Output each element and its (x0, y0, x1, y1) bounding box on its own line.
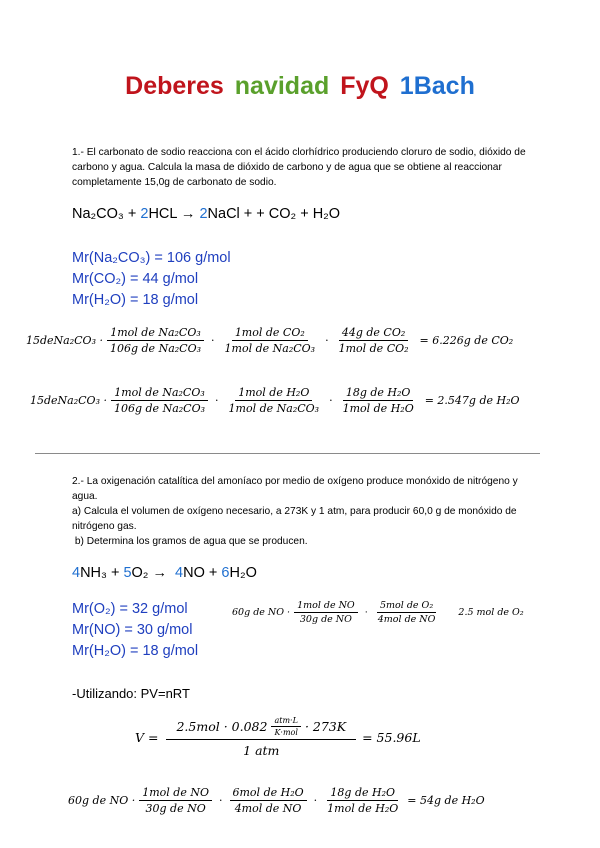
problem-2-statement: 2.- La oxigenación catalítica del amoníaco por medio de oxígeno produce monóxido de nitrógeno y agua. a) Calcula el volumen de oxígeno necesario, a 273K y 1 atm, para producir 60,0 g de monóxido de nitrógeno gas. b) Determina los gramos de agua que se producen. (72, 476, 518, 547)
molar-mass-line: Mr(NO) = 30 g/mol (72, 622, 193, 638)
ideal-gas-note: -Utilizando: PV=nRT (72, 686, 190, 701)
molar-mass-line: Mr(Na₂CO₃) = 106 g/mol (72, 250, 231, 266)
title-word-fyq: FyQ (340, 72, 389, 100)
problem-2-molar-masses (72, 599, 198, 662)
calc-co2-mass: 15deNa₂CO₃ · $\frac{\text{1mol de Na₂CO₃}}{\text{106g de Na₂CO₃}}$ · $\frac{\text{1mol de CO₂}}{\text{1mol de Na₂CO₃}}$ · $\frac{\text{44g de CO₂}}{\text{1mol de CO₂}}$ = 6.226g de CO₂ (26, 326, 514, 355)
calc-h2o-mass: 15deNa₂CO₃ · $\frac{\text{1mol de Na₂CO₃}}{\text{106g de Na₂CO₃}}$ · $\frac{\text{1mol de H₂O}}{\text{1mol de Na₂CO₃}}$ · $\frac{\text{18g de H₂O}}{\text{1mol de H₂O}}$ = 2.547g de H₂O (30, 386, 520, 415)
molar-mass-line: Mr(H₂O) = 18 g/mol (72, 643, 199, 659)
title-word-deberes: Deberes (125, 72, 224, 100)
problem-2-equation: 4NH₃ + 5O₂ → 4NO + 6H₂O (72, 565, 257, 581)
title-word-navidad: navidad (234, 72, 330, 100)
section-divider (35, 453, 540, 454)
calc-o2-moles: 60g de NO · $\frac{\text{1mol de NO}}{\text{30g de NO}}$ · $\frac{\text{5mol de O₂}}{\text{4mol de NO}}$ 2.5 mol de O₂ (232, 600, 524, 625)
calc-water-mass: 60g de NO · $\frac{\text{1mol de NO}}{\text{30g de NO}}$ · $\frac{\text{6mol de H₂O}}{\text{4mol de NO}}$ · $\frac{\text{18g de H₂O}}{\text{1mol de H₂O}}$ = 54g de H₂O (68, 786, 485, 815)
molar-mass-line: Mr(H₂O) = 18 g/mol (72, 292, 199, 308)
title-word-1bach: 1Bach (399, 72, 475, 100)
page-title (0, 72, 600, 101)
problem-1-molar-masses (72, 248, 231, 311)
molar-mass-line: Mr(O₂) = 32 g/mol (72, 601, 188, 617)
calc-o2-volume: V = 2.5mol · 0.082 $\frac{\text{atm·L}}{\text{K·mol}}$ · 273K 1 atm = 55.96L (135, 716, 421, 758)
molar-mass-line: Mr(CO₂) = 44 g/mol (72, 271, 199, 287)
problem-1-statement: 1.- El carbonato de sodio reacciona con el ácido clorhídrico produciendo cloruro de sodio, dióxido de carbono y agua. Calcula la masa de dióxido de carbono y de agua que se obtiene al reaccionar completamente 15,0g de carbonato de sodio. (72, 147, 526, 188)
problem-1-equation: Na₂CO₃ + 2HCL → 2NaCl + + CO₂ + H₂O (72, 206, 341, 222)
